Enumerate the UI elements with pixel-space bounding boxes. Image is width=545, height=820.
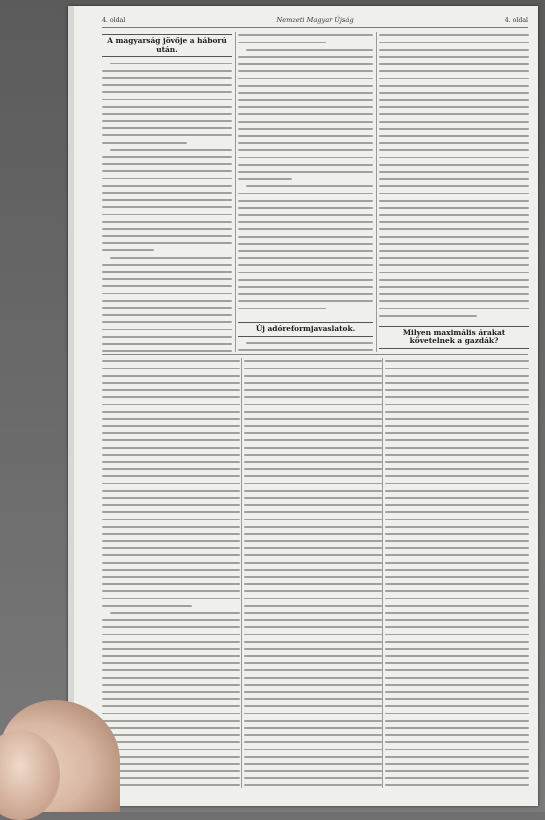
text-column-3 — [379, 32, 529, 352]
text-column-4 — [102, 358, 240, 788]
page-header — [102, 15, 528, 28]
article-body — [238, 340, 373, 352]
text-column-6 — [385, 358, 529, 788]
text-column-2 — [238, 32, 373, 352]
section-divider — [102, 354, 528, 355]
column-rule — [376, 32, 377, 352]
page-margin-strip — [68, 6, 74, 806]
article-body — [102, 358, 240, 788]
text-column-1 — [102, 32, 232, 352]
page-number-left: 4. oldal — [102, 17, 125, 24]
page-number-right: 4. oldal — [505, 17, 528, 24]
article-body — [385, 358, 529, 788]
column-rule — [382, 358, 383, 788]
newspaper-title: Nemzeti Magyar Újság — [102, 16, 528, 24]
newspaper-page — [68, 6, 538, 806]
text-column-5 — [244, 358, 382, 788]
article-headline: Milyen maximális árakat követelnek a gazdák? — [379, 326, 529, 349]
article-body — [379, 32, 529, 320]
article-body — [102, 60, 232, 352]
article-body — [238, 32, 373, 312]
article-headline: Új adóreformjavaslatok. — [238, 322, 373, 337]
column-rule — [241, 358, 242, 788]
article-body — [244, 358, 382, 788]
column-rule — [235, 32, 236, 352]
article-headline: A magyarság jövője a háború után. — [102, 34, 232, 57]
